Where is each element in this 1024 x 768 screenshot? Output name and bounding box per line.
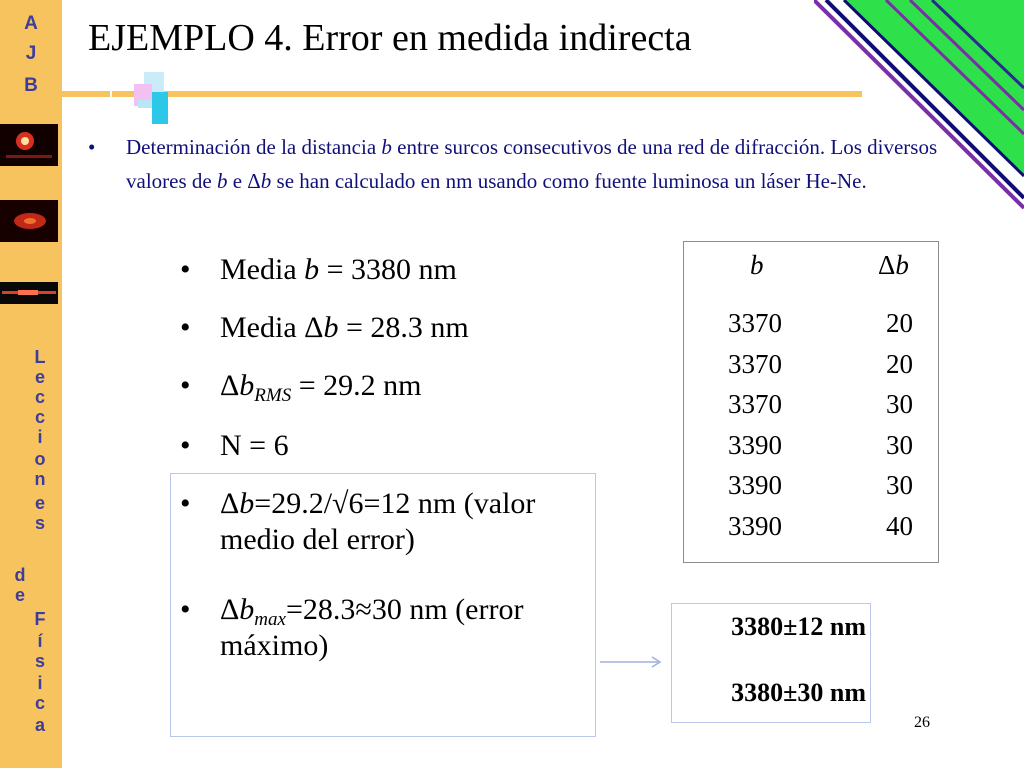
band-letter: e xyxy=(14,585,25,605)
bullet-dot: • xyxy=(180,487,191,520)
text-run: se han calculado en nm usando como fuente luminosa un láser He-Ne. xyxy=(271,169,867,193)
text-run: Media xyxy=(220,253,305,286)
page-number: 26 xyxy=(914,714,930,731)
result-item xyxy=(180,428,600,464)
intro-text xyxy=(126,130,976,198)
title-rule xyxy=(112,91,862,97)
table-header-delta-b: Δb xyxy=(878,250,909,280)
band-letter: s xyxy=(34,651,45,671)
thumb-image-1 xyxy=(0,124,58,166)
text-run: max xyxy=(254,609,286,630)
table-cell-delta-b: 30 xyxy=(886,389,913,419)
band-letter: J xyxy=(25,43,37,64)
text-run: Determinación de la distancia xyxy=(126,135,382,159)
band-letter: i xyxy=(37,673,43,693)
table-cell-b: 3370 xyxy=(728,308,782,338)
thumb-image-3 xyxy=(0,282,58,304)
text-run: b xyxy=(239,369,255,402)
bullet-dot: • xyxy=(180,593,191,626)
bullet-dot: • xyxy=(180,311,191,344)
table-cell-b: 3390 xyxy=(728,470,782,500)
text-run: =28.3≈30 nm (error máximo) xyxy=(220,593,524,662)
text-run: Media Δ xyxy=(220,311,324,344)
text-run: =29.2/√6=12 nm (valor medio del error) xyxy=(220,487,536,556)
title-ornament xyxy=(130,72,174,128)
result-item xyxy=(180,592,600,664)
text-run: Δ xyxy=(220,369,240,402)
table-cell-b: 3390 xyxy=(728,510,782,541)
band-letter: c xyxy=(34,407,45,427)
text-run: N = 6 xyxy=(220,429,289,462)
text-run: b xyxy=(216,169,228,193)
band-letter: L xyxy=(34,347,46,367)
table-cell-b: 3370 xyxy=(728,389,782,419)
text-run: b xyxy=(239,487,255,520)
result-mean-error: 3380±12 nm xyxy=(731,612,866,641)
table-cell-b: 3390 xyxy=(728,429,782,460)
arrow-icon xyxy=(600,654,670,670)
band-letter: e xyxy=(34,493,45,513)
table-cell-delta-b: 20 xyxy=(886,308,913,338)
text-run: = 28.3 nm xyxy=(338,311,469,344)
text-run: b xyxy=(304,253,320,286)
table-cell-delta-b: 20 xyxy=(886,348,913,379)
bullet-dot: • xyxy=(180,429,191,462)
band-letter: n xyxy=(34,469,46,489)
text-run: b xyxy=(260,169,272,193)
table-header-b: b xyxy=(750,250,764,280)
table-cell-delta-b: 30 xyxy=(886,429,913,460)
result-item xyxy=(180,252,600,288)
text-run: = 29.2 nm xyxy=(291,369,422,402)
table-cell-b: 3370 xyxy=(728,348,782,379)
title-rule xyxy=(62,91,110,97)
band-letter: s xyxy=(34,513,45,533)
text-run: Δ xyxy=(220,487,240,520)
result-item xyxy=(180,368,600,404)
band-letter: F xyxy=(34,609,46,629)
text-run: e Δ xyxy=(227,169,261,193)
band-letter: c xyxy=(34,387,45,407)
band-letter: e xyxy=(34,367,45,387)
thumb-image-2 xyxy=(0,200,58,242)
band-letter: i xyxy=(37,427,43,447)
band-letter: A xyxy=(24,13,38,34)
data-table xyxy=(683,241,939,563)
result-box xyxy=(671,603,871,723)
slide-title: EJEMPLO 4. Error en medida indirecta xyxy=(88,17,692,59)
band-letter: B xyxy=(24,75,38,96)
text-run: entre surcos consecutivos de una red de difracción. Los diversos valores de xyxy=(126,135,938,193)
text-run: RMS xyxy=(254,385,292,406)
bullet-dot: • xyxy=(88,135,96,159)
band-letter: d xyxy=(14,565,26,585)
table-cell-delta-b: 30 xyxy=(886,470,913,500)
result-item xyxy=(180,486,600,558)
band-letter: a xyxy=(34,715,45,735)
text-run: b xyxy=(323,311,339,344)
table-cell-delta-b: 40 xyxy=(886,510,913,541)
text-run: b xyxy=(381,135,392,159)
text-run: b xyxy=(239,593,255,626)
bullet-dot: • xyxy=(180,369,191,402)
band-letter: c xyxy=(34,693,45,713)
result-item xyxy=(180,310,600,346)
band-letter: í xyxy=(37,631,43,651)
side-band xyxy=(0,0,62,768)
band-letter: o xyxy=(34,449,46,469)
text-run: Δ xyxy=(220,593,240,626)
result-max-error: 3380±30 nm xyxy=(731,678,866,707)
text-run: = 3380 nm xyxy=(319,253,457,286)
bullet-dot: • xyxy=(180,253,191,286)
